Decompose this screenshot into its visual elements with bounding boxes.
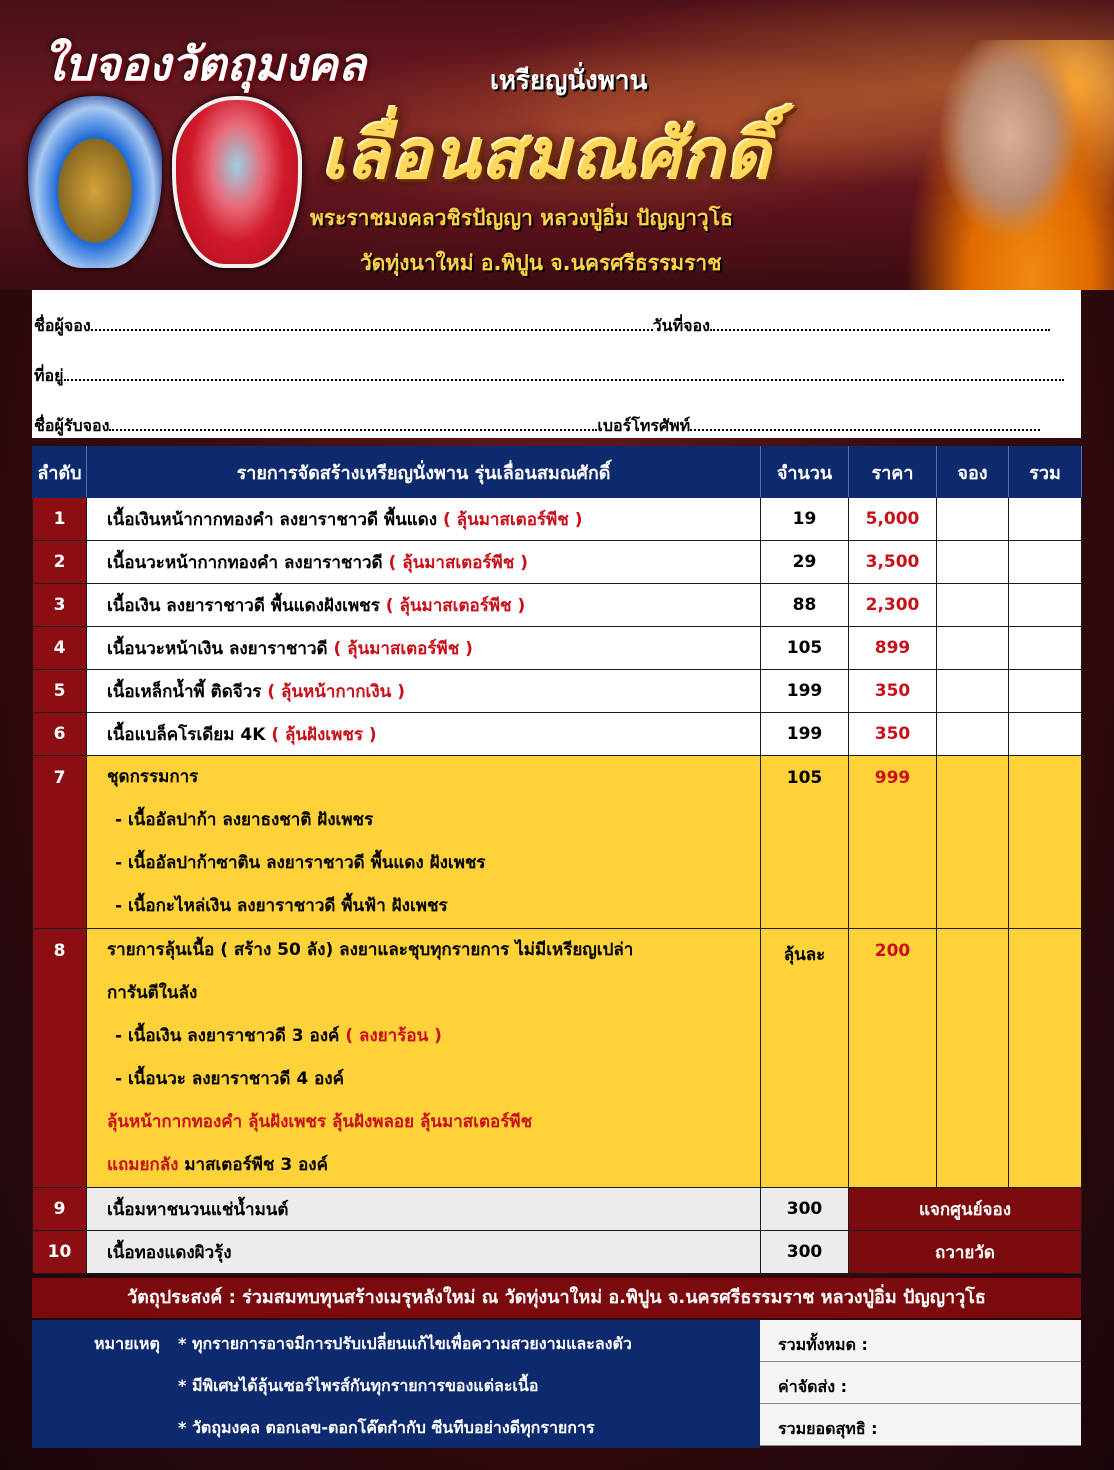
row-no: 3	[33, 584, 87, 627]
row-price: 3,500	[849, 541, 937, 584]
monk-portrait-image	[905, 40, 1114, 290]
header-no: ลำดับ	[33, 447, 87, 498]
item-note: ( ลุ้นฝังเพชร )	[271, 724, 377, 745]
gold-medal-image	[28, 96, 162, 268]
note-item: * มีพิเศษได้ลุ้นเซอร์ไพรส์กันทุกรายการของแต่ละเนื้อ	[178, 1376, 539, 1395]
row-total-cell[interactable]	[1009, 929, 1082, 1188]
row-distribution-note: แจกศูนย์จอง	[849, 1188, 1082, 1231]
row-qty: 199	[761, 670, 849, 713]
row-item	[87, 670, 761, 713]
item-line: - เนื้ออัลปาก้าซาติน ลงยาราชาวดี พื้นแดง ฝังเพชร	[115, 853, 486, 873]
table-row	[33, 584, 1082, 627]
item-name: เนื้อแบล็คโรเดียม 4K	[107, 724, 266, 745]
row-book-cell[interactable]	[937, 584, 1009, 627]
grand-total-field[interactable]: รวมทั้งหมด :	[760, 1320, 1081, 1362]
table-row-lucky-box	[33, 929, 1082, 1188]
row-item	[87, 756, 761, 929]
form-title: ใบจองวัตถุมงคล	[42, 37, 366, 91]
item-line: รายการลุ้นเนื้อ ( สร้าง 50 ลัง) ลงยาและชุบทุกรายการ ไม่มีเหรียญเปล่า	[107, 940, 634, 960]
row-item	[87, 498, 761, 541]
address-field[interactable]	[64, 365, 1064, 381]
date-label: วันที่จอง	[652, 316, 710, 335]
table-row	[33, 713, 1082, 756]
row-item	[87, 584, 761, 627]
phone-field[interactable]	[690, 415, 1040, 431]
address-label: ที่อยู่	[34, 366, 64, 385]
row-total-cell[interactable]	[1009, 498, 1082, 541]
bonus-text: มาสเตอร์พีช 3 องค์	[178, 1155, 328, 1175]
row-no: 8	[33, 929, 87, 1188]
item-note: ( ลุ้นมาสเตอร์พีช )	[385, 595, 526, 616]
item-line: - เนื้ออัลปาก้า ลงยาธงชาติ ฝังเพชร	[115, 810, 374, 830]
table-row	[33, 670, 1082, 713]
item-note: ( ลุ้นมาสเตอร์พีช )	[442, 509, 583, 530]
address-row	[34, 364, 1064, 389]
row-qty: ลุ้นละ	[761, 929, 849, 1188]
table-row	[33, 627, 1082, 670]
row-qty: 300	[761, 1231, 849, 1274]
row-book-cell[interactable]	[937, 627, 1009, 670]
row-no: 5	[33, 670, 87, 713]
note-item: * ทุกรายการอาจมีการปรับเปลี่ยนแก้ไขเพื่อความสวยงามและลงตัว	[178, 1334, 632, 1353]
row-price: 899	[849, 627, 937, 670]
item-line: ชุดกรรมการ	[107, 767, 199, 787]
row-price: 999	[849, 756, 937, 929]
item-line	[107, 1015, 760, 1058]
header-price: ราคา	[849, 447, 937, 498]
item-note: ( ลงยาร้อน )	[345, 1026, 442, 1046]
row-qty: 300	[761, 1188, 849, 1231]
item-note: ( ลุ้นมาสเตอร์พีช )	[388, 552, 528, 573]
notes-label: หมายเหตุ	[94, 1334, 160, 1353]
table-row	[33, 1188, 1082, 1231]
row-total-cell[interactable]	[1009, 627, 1082, 670]
row-book-cell[interactable]	[937, 929, 1009, 1188]
booking-info-form	[32, 290, 1081, 438]
row-price: 2,300	[849, 584, 937, 627]
purpose-banner: วัตถุประสงค์ : ร่วมสมทบทุนสร้างเมรุหลังใหม่ ณ วัดทุ่งนาใหม่ อ.พิปูน จ.นครศรีธรรมราช หลวงปู่อิ่ม ปัญญาวุโธ	[32, 1278, 1081, 1318]
row-total-cell[interactable]	[1009, 713, 1082, 756]
bonus-label: แถมยกลัง	[107, 1155, 179, 1175]
item-name: เนื้อนวะหน้ากากทองคำ ลงยาราชาวดี	[107, 552, 383, 573]
item-line: ลุ้นหน้ากากทองคำ ลุ้นฝังเพชร ลุ้นฝังพลอย ลุ้นมาสเตอร์พีช	[107, 1112, 533, 1132]
item-name: เนื้อนวะหน้าเงิน ลงยาราชาวดี	[107, 638, 328, 659]
receiver-label: ชื่อผู้รับจอง	[34, 416, 110, 435]
main-title: เลื่อนสมณศักดิ์	[322, 115, 773, 195]
row-book-cell[interactable]	[937, 713, 1009, 756]
header-book: จอง	[937, 447, 1009, 498]
notes-panel	[32, 1320, 760, 1448]
monk-name: พระราชมงคลวชิรปัญญา หลวงปู่อิ่ม ปัญญาวุโธ	[310, 206, 733, 230]
row-no: 9	[33, 1188, 87, 1231]
date-field[interactable]	[710, 315, 1050, 331]
row-item	[87, 541, 761, 584]
item-line: การันตีในลัง	[107, 983, 198, 1003]
row-item	[87, 929, 761, 1188]
item-note: ( ลุ้นมาสเตอร์พีช )	[333, 638, 473, 659]
item-name: เนื้อเงินหน้ากากทองคำ ลงยาราชาวดี พื้นแดง	[107, 509, 438, 530]
table-row-committee-set	[33, 756, 1082, 929]
row-qty: 19	[761, 498, 849, 541]
table-header-row	[33, 447, 1082, 498]
row-book-cell[interactable]	[937, 541, 1009, 584]
row-qty: 29	[761, 541, 849, 584]
row-price: 5,000	[849, 498, 937, 541]
shipping-field[interactable]: ค่าจัดส่ง :	[760, 1362, 1081, 1404]
red-medal-image	[172, 96, 302, 268]
net-total-field[interactable]: รวมยอดสุทธิ :	[760, 1404, 1081, 1446]
row-price: 350	[849, 670, 937, 713]
header-item: รายการจัดสร้างเหรียญนั่งพาน รุ่นเลื่อนสมณศักดิ์	[87, 447, 761, 498]
item-note: ( ลุ้นหน้ากากเงิน )	[267, 681, 405, 702]
row-distribution-note: ถวายวัด	[849, 1231, 1082, 1274]
receiver-field[interactable]	[109, 415, 597, 431]
item-line: - เนื้อกะไหล่เงิน ลงยาราชาวดี พื้นฟ้า ฝังเพชร	[115, 896, 448, 916]
table-row	[33, 498, 1082, 541]
item-name: เนื้อเหล็กน้ำพี้ ติดจีวร	[107, 681, 262, 702]
phone-label: เบอร์โทรศัพท์	[597, 416, 691, 435]
row-price: 350	[849, 713, 937, 756]
header-banner	[0, 0, 1114, 290]
item-line-text: - เนื้อเงิน ลงยาราชาวดี 3 องค์	[115, 1026, 340, 1046]
row-no: 2	[33, 541, 87, 584]
row-book-cell[interactable]	[937, 756, 1009, 929]
row-total-cell[interactable]	[1009, 584, 1082, 627]
row-book-cell[interactable]	[937, 498, 1009, 541]
totals-panel	[760, 1320, 1081, 1448]
item-line	[107, 1144, 760, 1187]
row-item: เนื้อมหาชนวนแช่น้ำมนต์	[87, 1188, 761, 1231]
row-total-cell[interactable]	[1009, 756, 1082, 929]
name-label: ชื่อผู้จอง	[34, 316, 91, 335]
table-row	[33, 1231, 1082, 1274]
row-book-cell[interactable]	[937, 670, 1009, 713]
name-row	[34, 314, 1050, 339]
row-qty: 105	[761, 756, 849, 929]
header-qty: จำนวน	[761, 447, 849, 498]
item-line: - เนื้อนวะ ลงยาราชาวดี 4 องค์	[115, 1069, 344, 1089]
temple-location: วัดทุ่งนาใหม่ อ.พิปูน จ.นครศรีธรรมราช	[360, 251, 722, 275]
name-field[interactable]	[91, 315, 653, 331]
row-no: 4	[33, 627, 87, 670]
row-no: 7	[33, 756, 87, 929]
row-qty: 199	[761, 713, 849, 756]
table-row	[33, 541, 1082, 584]
row-qty: 88	[761, 584, 849, 627]
row-qty: 105	[761, 627, 849, 670]
header-total: รวม	[1009, 447, 1082, 498]
row-total-cell[interactable]	[1009, 541, 1082, 584]
row-item	[87, 627, 761, 670]
row-no: 10	[33, 1231, 87, 1274]
item-name: เนื้อเงิน ลงยาราชาวดี พื้นแดงฝังเพชร	[107, 595, 380, 616]
row-price: 200	[849, 929, 937, 1188]
row-total-cell[interactable]	[1009, 670, 1082, 713]
note-item: * วัตถุมงคล ตอกเลข-ตอกโค๊ตกำกับ ซีนทีบอย่างดีทุกรายการ	[178, 1418, 595, 1437]
row-item	[87, 713, 761, 756]
row-no: 1	[33, 498, 87, 541]
receiver-row	[34, 414, 1040, 439]
subtitle: เหรียญนั่งพาน	[490, 66, 648, 96]
row-no: 6	[33, 713, 87, 756]
row-item: เนื้อทองแดงผิวรุ้ง	[87, 1231, 761, 1274]
order-table	[32, 446, 1082, 1274]
